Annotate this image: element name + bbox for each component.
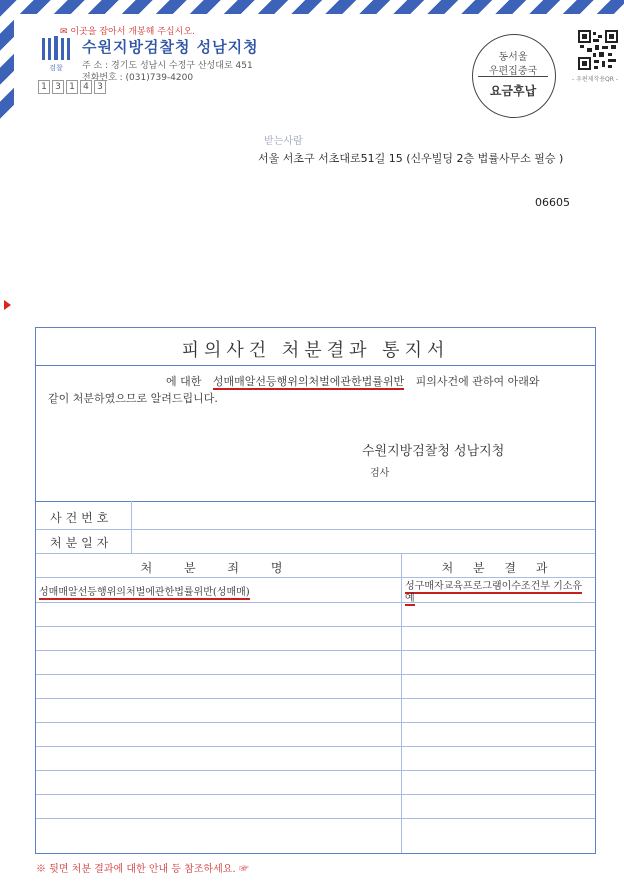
postmark-divider [478, 76, 548, 77]
result-value [405, 581, 589, 605]
recipient-label: 받는사람 [264, 136, 303, 147]
charge-value: 성매매알선등행위의처벌에관한법률위반(성매매) [39, 587, 250, 598]
table-row-line [36, 650, 595, 651]
info-divider-top [36, 501, 595, 502]
fold-mark [4, 300, 11, 310]
airmail-stripe-top [0, 0, 624, 14]
col-header-result: 처 분 결 과 [441, 561, 556, 575]
opening-notice: ✉ 이곳을 잡아서 개봉해 주십시오. [60, 27, 195, 37]
disposal-date-label: 처분일자 [50, 536, 113, 550]
postmark-line1: 동서울 [498, 52, 528, 63]
airmail-stripe-left [0, 0, 14, 120]
qr-label: - 우편제작용QR - [572, 76, 619, 83]
intro-suffix: 피의사건에 관하여 아래와 [415, 375, 540, 388]
info-column-divider [131, 501, 132, 553]
phone-value: (031)739-4200 [125, 73, 194, 83]
title-divider [36, 365, 595, 366]
intro-prefix: 에 대한 [166, 375, 202, 388]
col-header-charge: 처 분 죄 명 [140, 561, 297, 575]
table-row-line [36, 698, 595, 699]
table-row-line [36, 746, 595, 747]
footnote: ※ 뒷면 처분 결과에 대한 안내 등 참조하세요. ☞ [36, 864, 249, 875]
table-row-line [36, 722, 595, 723]
table-row-line [36, 674, 595, 675]
table-row [39, 583, 250, 598]
intro-line2: 같이 처분하였으므로 알려드립니다. [48, 392, 218, 405]
issuing-office: 수원지방검찰청 성남지청 [362, 444, 505, 459]
table-column-divider [401, 553, 402, 853]
postal-digit: 3 [52, 80, 64, 94]
recipient-zip: 06605 [535, 196, 570, 209]
sender-postal-code [38, 80, 106, 94]
postal-digit: 4 [80, 80, 92, 94]
table-header-divider [36, 577, 595, 578]
intro-offense: 성매매알선등행위의처벌에관한법률위반 [212, 375, 405, 388]
qr-code-icon [578, 30, 618, 70]
intro-line1 [166, 373, 540, 389]
form-title: 피의사건 처분결과 통지서 [181, 340, 450, 361]
table-row-line [36, 770, 595, 771]
postal-digit: 1 [38, 80, 50, 94]
case-no-label: 사건번호 [50, 511, 113, 525]
postal-digit: 1 [66, 80, 78, 94]
postmark-line3: 요금후납 [489, 84, 537, 98]
address-value: 경기도 성남시 수정구 산성대로 451 [111, 61, 253, 71]
info-divider-bottom [36, 553, 595, 554]
prosecutor-label: 검사 [370, 468, 390, 479]
phone-label: 전화번호 : [82, 73, 123, 83]
logo-label: 검찰 [49, 64, 63, 72]
notice-form [35, 327, 596, 854]
table-row-line [36, 626, 595, 627]
sender-name: 수원지방검찰청 성남지청 [82, 38, 259, 56]
address-label: 주 소 : [82, 61, 109, 71]
info-divider-mid [36, 529, 595, 530]
table-row-line [36, 794, 595, 795]
postal-digit: 3 [94, 80, 106, 94]
table-row-line [36, 818, 595, 819]
recipient-address: 서울 서초구 서초대로51길 15 (신우빌딩 2층 법률사무소 필승 ) [258, 152, 564, 165]
result-text: 성구매자교육프로그램이수조건부 기소유예 [405, 581, 583, 604]
postmark-line2: 우편집중국 [488, 66, 538, 77]
